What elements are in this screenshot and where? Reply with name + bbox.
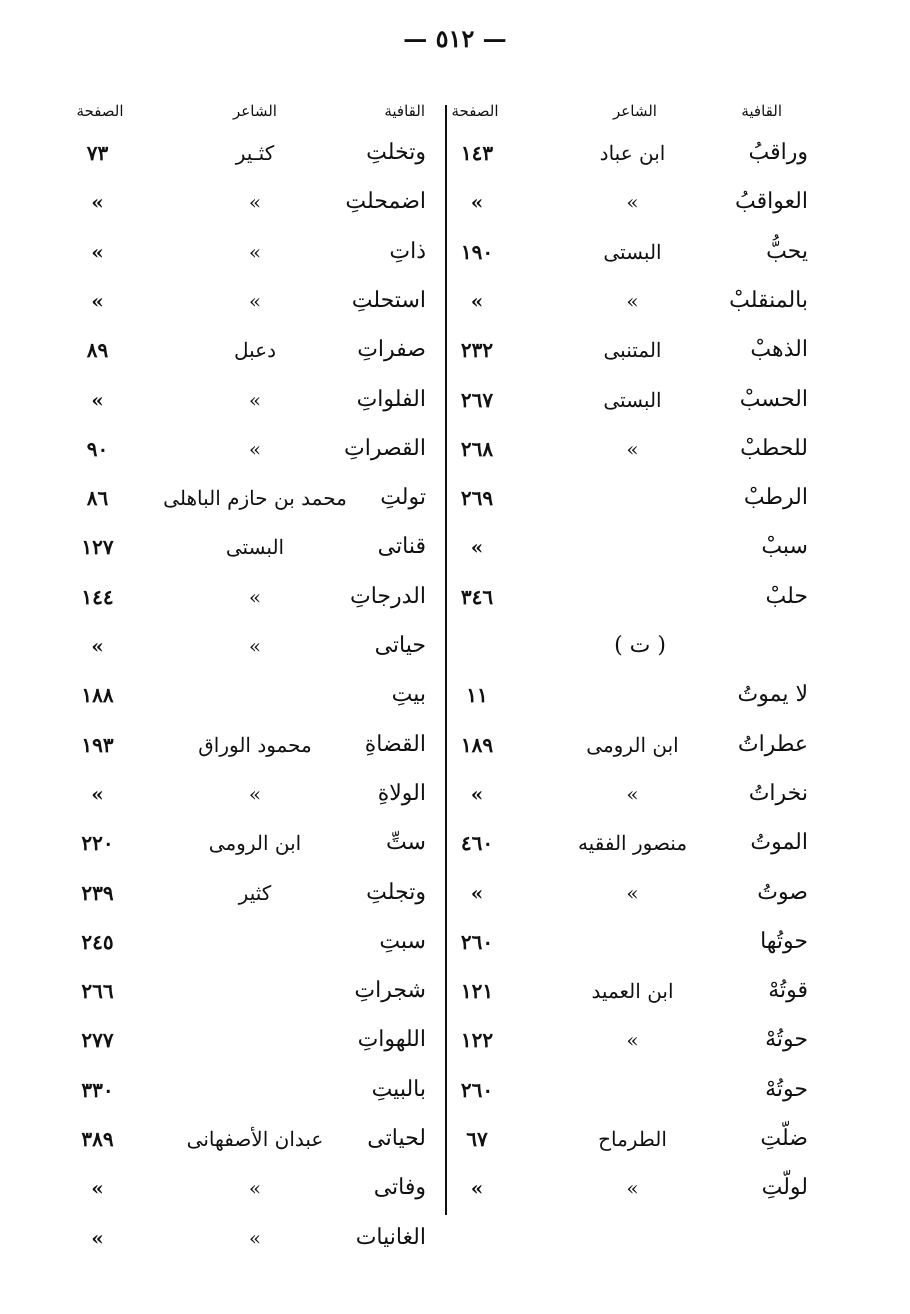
page-ref-cell: ٢٣٢ — [460, 338, 494, 363]
left-header-shaer: الشاعر — [233, 102, 277, 120]
page-ref-cell: ١١ — [466, 683, 488, 708]
rhyme-cell: ستِّ — [385, 830, 426, 856]
poet-cell — [150, 919, 360, 965]
poet-cell: محمود الوراق — [198, 732, 312, 757]
right-header-safha: الصفحة — [451, 102, 499, 120]
page-ref-cell: ١٨٨ — [81, 683, 114, 708]
poet-cell: محمد بن حازم الباهلى — [163, 486, 347, 511]
rhyme-cell: حوتُها — [760, 928, 808, 954]
rhyme-cell: وراقبُ — [748, 140, 808, 165]
right-header-shaer: الشاعر — [613, 102, 657, 120]
left-header-safha: الصفحة — [76, 102, 124, 120]
page-ref-cell: » — [470, 1176, 484, 1201]
rhyme-cell: الرطبْ — [743, 485, 808, 511]
index-row — [0, 278, 910, 324]
poet-cell: » — [248, 190, 262, 215]
page-ref-cell: ٢٦٦ — [81, 979, 114, 1004]
page-ref-cell: » — [470, 190, 484, 215]
rhyme-cell: العواقبُ — [734, 189, 808, 215]
poet-cell: ابن عباد — [599, 141, 666, 165]
page-ref-cell: ٩٠ — [86, 436, 109, 461]
page-ref-cell: » — [91, 634, 104, 658]
rhyme-cell: الفلواتِ — [356, 386, 426, 412]
poet-cell: كثير — [238, 880, 272, 905]
left-header-qafia: القافية — [384, 102, 425, 120]
page-ref-cell: ٢٧٧ — [81, 1028, 114, 1053]
poet-cell: البستى — [225, 535, 285, 560]
page-ref-cell: ٢٣٩ — [81, 880, 114, 905]
rhyme-cell: لا يموتُ — [737, 682, 808, 708]
page-ref-cell: ١٨٩ — [460, 732, 494, 757]
index-row — [0, 327, 910, 373]
page-ref-cell: ٢٦٩ — [460, 486, 494, 511]
rhyme-cell: الحسبْ — [739, 386, 808, 412]
poet-cell — [150, 672, 360, 718]
rhyme-cell: صفراتِ — [357, 337, 426, 363]
page-ref-cell: » — [91, 288, 104, 313]
page-ref-cell: ٢٦٠ — [460, 1077, 494, 1102]
rhyme-cell: اللهواتِ — [357, 1027, 426, 1053]
rhyme-cell: الموتُ — [750, 830, 808, 856]
page-ref-cell: ٧٣ — [86, 141, 109, 165]
page-ref-cell: ٨٩ — [86, 338, 109, 363]
poet-cell: » — [626, 436, 639, 461]
rhyme-cell: بيتِ — [391, 682, 426, 708]
rhyme-cell: الولاةِ — [377, 780, 426, 806]
index-row — [0, 179, 910, 225]
poet-cell: » — [626, 1028, 639, 1053]
poet-cell — [150, 968, 360, 1014]
index-row — [0, 426, 910, 472]
poet-cell: دعبل — [233, 338, 277, 363]
rhyme-cell: حياتى — [374, 633, 426, 658]
page-ref-cell: ٣٣٠ — [81, 1077, 114, 1102]
poet-cell: » — [248, 781, 262, 806]
index-row — [0, 130, 910, 176]
page-ref-cell: ١٢٢ — [460, 1028, 494, 1053]
rhyme-cell: تولتِ — [380, 485, 426, 511]
index-row — [0, 870, 910, 916]
poet-cell — [150, 1017, 360, 1063]
page-ref-cell: ١٢١ — [460, 979, 494, 1004]
page-ref-cell: ٢٢٠ — [81, 831, 114, 856]
rhyme-cell: لولّتِ — [761, 1175, 808, 1201]
index-row — [0, 1067, 910, 1113]
rhyme-cell: الدرجاتِ — [349, 583, 426, 609]
poet-cell: » — [248, 436, 262, 461]
rhyme-cell: الذهبْ — [750, 337, 808, 363]
index-row — [0, 1116, 910, 1162]
rhyme-cell: نخراتُ — [748, 780, 808, 806]
index-row — [0, 229, 910, 275]
page-ref-cell: ٢٦٠ — [460, 929, 494, 954]
page-ref-cell: ١٩٣ — [81, 732, 114, 757]
index-row — [0, 524, 910, 570]
rhyme-cell: بالبيتِ — [371, 1076, 426, 1102]
index-row — [0, 574, 910, 620]
page-ref-cell: ١٢٧ — [81, 535, 114, 560]
index-row — [0, 919, 910, 965]
poet-cell: كثـير — [235, 141, 275, 165]
poet-cell: » — [626, 781, 639, 806]
index-row — [0, 377, 910, 423]
poet-cell: » — [248, 1225, 262, 1250]
rhyme-cell: حلبْ — [765, 583, 808, 609]
page-ref-cell: ٦٧ — [466, 1127, 488, 1151]
rhyme-cell: ذاتِ — [389, 238, 426, 264]
section-heading: ( ت ) — [614, 633, 666, 658]
rhyme-cell: حوتُهْ — [765, 1076, 808, 1102]
page-ref-cell: » — [91, 387, 104, 412]
page-ref-cell: ١٤٤ — [81, 584, 114, 609]
page-ref-cell: » — [470, 880, 484, 905]
page-ref-cell: ٣٤٦ — [460, 584, 494, 609]
poet-cell: منصور الفقيه — [577, 831, 688, 856]
page-ref-cell: ٢٤٥ — [81, 929, 114, 954]
poet-cell: » — [248, 1176, 262, 1201]
poet-cell: » — [626, 190, 639, 215]
index-row — [0, 672, 910, 718]
index-row — [0, 475, 910, 521]
rhyme-cell: الغانيات — [355, 1224, 426, 1250]
rhyme-cell: اضمحلتِ — [345, 189, 426, 215]
page-number: — ٥١٢ — — [403, 24, 507, 53]
page-ref-cell: » — [91, 1225, 104, 1250]
page-ref-cell: ٣٨٩ — [81, 1127, 114, 1151]
page-ref-cell: ٤٦٠ — [460, 831, 494, 856]
poet-cell: ابن الرومى — [208, 831, 302, 856]
poet-cell: عبدان الأصفهانى — [186, 1127, 324, 1151]
right-header-qafia: القافية — [741, 102, 782, 120]
poet-cell: » — [248, 288, 262, 313]
page-ref-cell: » — [91, 1176, 104, 1201]
rhyme-cell: وتخلتِ — [366, 140, 426, 165]
page-ref-cell: ٢٦٧ — [460, 387, 494, 412]
poet-cell: » — [248, 634, 262, 658]
index-row — [0, 623, 910, 669]
index-row — [0, 771, 910, 817]
page-ref-cell: ١٩٠ — [460, 239, 494, 264]
rhyme-cell: سببْ — [761, 534, 808, 560]
rhyme-cell: لحياتى — [367, 1126, 426, 1151]
page-ref-cell: » — [91, 781, 104, 806]
poet-cell: » — [626, 288, 639, 313]
rhyme-cell: سبتِ — [379, 928, 426, 954]
poet-cell: » — [626, 1176, 639, 1201]
index-row — [0, 968, 910, 1014]
poet-cell: » — [248, 584, 262, 609]
poet-cell: البستى — [603, 239, 662, 264]
rhyme-cell: قوتُهْ — [768, 978, 808, 1004]
rhyme-cell: وتجلتِ — [366, 879, 426, 905]
rhyme-cell: القصراتِ — [344, 435, 426, 461]
page-ref-cell: » — [470, 781, 484, 806]
rhyme-cell: القضاةِ — [364, 731, 426, 757]
page-ref-cell: ٨٦ — [86, 486, 109, 511]
rhyme-cell: يحبُّ — [766, 238, 808, 264]
rhyme-cell: بالمنقلبْ — [729, 287, 808, 313]
rhyme-cell: وفاتى — [373, 1175, 426, 1201]
rhyme-cell: شجراتِ — [354, 978, 426, 1004]
index-row — [0, 1165, 910, 1211]
rhyme-cell: عطراتُ — [737, 731, 808, 757]
rhyme-cell: استحلتِ — [351, 287, 426, 313]
page-ref-cell: » — [91, 239, 104, 264]
poet-cell: ابن الرومى — [586, 732, 679, 757]
poet-cell: الطرماح — [598, 1127, 667, 1151]
page-ref-cell: » — [470, 535, 484, 560]
poet-cell: » — [248, 239, 262, 264]
page-ref-cell: ٢٦٨ — [460, 436, 494, 461]
index-row — [0, 722, 910, 768]
poet-cell: » — [626, 880, 639, 905]
poet-cell: البستى — [603, 387, 662, 412]
page-ref-cell: » — [91, 190, 104, 215]
poet-cell: ابن العميد — [591, 979, 674, 1004]
rhyme-cell: حوتُهْ — [765, 1027, 808, 1053]
poet-cell — [150, 1067, 360, 1113]
index-row — [0, 820, 910, 866]
index-row — [0, 1017, 910, 1063]
poet-cell: » — [248, 387, 262, 412]
page-ref-cell: » — [470, 288, 484, 313]
poet-cell: المتنبى — [603, 338, 662, 363]
rhyme-cell: صوتُ — [757, 879, 808, 905]
page-ref-cell: ١٤٣ — [460, 141, 494, 165]
rhyme-cell: للحطبْ — [740, 435, 808, 461]
rhyme-cell: قناتى — [377, 534, 426, 560]
rhyme-cell: ضلّتِ — [760, 1126, 808, 1151]
index-row — [0, 1215, 910, 1261]
